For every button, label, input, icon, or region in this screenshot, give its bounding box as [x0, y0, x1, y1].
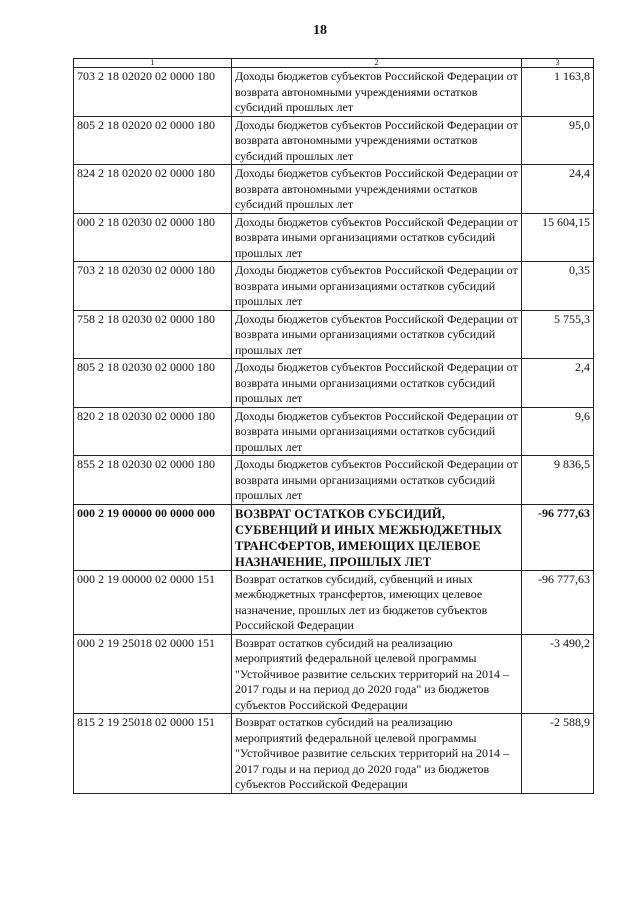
row-code: 703 2 18 02020 02 0000 180: [74, 68, 232, 117]
row-description: Возврат остатков субсидий на реализацию мероприятий федеральной целевой программы "Устойчивое развитие сельских территорий на 2014 – 2017 годы и на период до 2020 года" из бюджетов субъектов Российской Федерации: [232, 634, 522, 714]
table-row: [74, 213, 594, 262]
row-description: Доходы бюджетов субъектов Российской Федерации от возврата автономными учреждениями остатков субсидий прошлых лет: [232, 68, 522, 117]
row-amount: 9 836,5: [522, 456, 594, 505]
column-header-amount: 3: [522, 59, 594, 68]
row-amount: 24,4: [522, 165, 594, 214]
row-description: Доходы бюджетов субъектов Российской Федерации от возврата иными организациями остатков субсидий прошлых лет: [232, 359, 522, 408]
row-code: 000 2 19 25018 02 0000 151: [74, 634, 232, 714]
table-row: [74, 634, 594, 714]
row-code: 805 2 18 02030 02 0000 180: [74, 359, 232, 408]
row-amount: -3 490,2: [522, 634, 594, 714]
row-code: 855 2 18 02030 02 0000 180: [74, 456, 232, 505]
row-amount: -96 777,63: [522, 504, 594, 570]
table-row: [74, 714, 594, 794]
row-description: Доходы бюджетов субъектов Российской Федерации от возврата иными организациями остатков субсидий прошлых лет: [232, 407, 522, 456]
row-code: 000 2 18 02030 02 0000 180: [74, 213, 232, 262]
page-number: 18: [313, 23, 327, 38]
table-row: [74, 68, 594, 117]
table-row-section-total: [74, 504, 594, 570]
row-code: 820 2 18 02030 02 0000 180: [74, 407, 232, 456]
table-row: [74, 310, 594, 359]
table-row: [74, 407, 594, 456]
row-description: Доходы бюджетов субъектов Российской Федерации от возврата иными организациями остатков субсидий прошлых лет: [232, 310, 522, 359]
row-code: 824 2 18 02020 02 0000 180: [74, 165, 232, 214]
table-row: [74, 116, 594, 165]
row-amount: 0,35: [522, 262, 594, 311]
row-amount: 15 604,15: [522, 213, 594, 262]
table-row: [74, 165, 594, 214]
row-code: 805 2 18 02020 02 0000 180: [74, 116, 232, 165]
table-row: [74, 262, 594, 311]
row-description: Доходы бюджетов субъектов Российской Федерации от возврата иными организациями остатков субсидий прошлых лет: [232, 456, 522, 505]
row-description: Возврат остатков субсидий, субвенций и иных межбюджетных трансфертов, имеющих целевое назначение, прошлых лет из бюджетов субъектов Российской Федерации: [232, 570, 522, 634]
row-amount: 1 163,8: [522, 68, 594, 117]
row-description: Возврат остатков субсидий на реализацию мероприятий федеральной целевой программы "Устойчивое развитие сельских территорий на 2014 – 2017 годы и на период до 2020 года" из бюджетов субъектов Российской Федерации: [232, 714, 522, 794]
row-code: 000 2 19 00000 00 0000 000: [74, 504, 232, 570]
budget-revenue-table: [73, 58, 594, 794]
row-description: ВОЗВРАТ ОСТАТКОВ СУБСИДИЙ, СУБВЕНЦИЙ И ИНЫХ МЕЖБЮДЖЕТНЫХ ТРАНСФЕРТОВ, ИМЕЮЩИХ ЦЕЛЕВОЕ НАЗНАЧЕНИЕ, ПРОШЛЫХ ЛЕТ: [232, 504, 522, 570]
column-header-code: 1: [74, 59, 232, 68]
row-code: 000 2 19 00000 02 0000 151: [74, 570, 232, 634]
table-row: [74, 456, 594, 505]
row-amount: 95,0: [522, 116, 594, 165]
row-amount: 5 755,3: [522, 310, 594, 359]
row-description: Доходы бюджетов субъектов Российской Федерации от возврата автономными учреждениями остатков субсидий прошлых лет: [232, 165, 522, 214]
table-row: [74, 359, 594, 408]
row-amount: -2 588,9: [522, 714, 594, 794]
row-description: Доходы бюджетов субъектов Российской Федерации от возврата иными организациями остатков субсидий прошлых лет: [232, 213, 522, 262]
row-code: 758 2 18 02030 02 0000 180: [74, 310, 232, 359]
row-amount: -96 777,63: [522, 570, 594, 634]
table-row: [74, 570, 594, 634]
row-amount: 9,6: [522, 407, 594, 456]
row-description: Доходы бюджетов субъектов Российской Федерации от возврата иными организациями остатков субсидий прошлых лет: [232, 262, 522, 311]
row-code: 815 2 19 25018 02 0000 151: [74, 714, 232, 794]
row-description: Доходы бюджетов субъектов Российской Федерации от возврата автономными учреждениями остатков субсидий прошлых лет: [232, 116, 522, 165]
row-code: 703 2 18 02030 02 0000 180: [74, 262, 232, 311]
row-amount: 2,4: [522, 359, 594, 408]
table-header-row: [74, 59, 594, 68]
column-header-description: 2: [232, 59, 522, 68]
